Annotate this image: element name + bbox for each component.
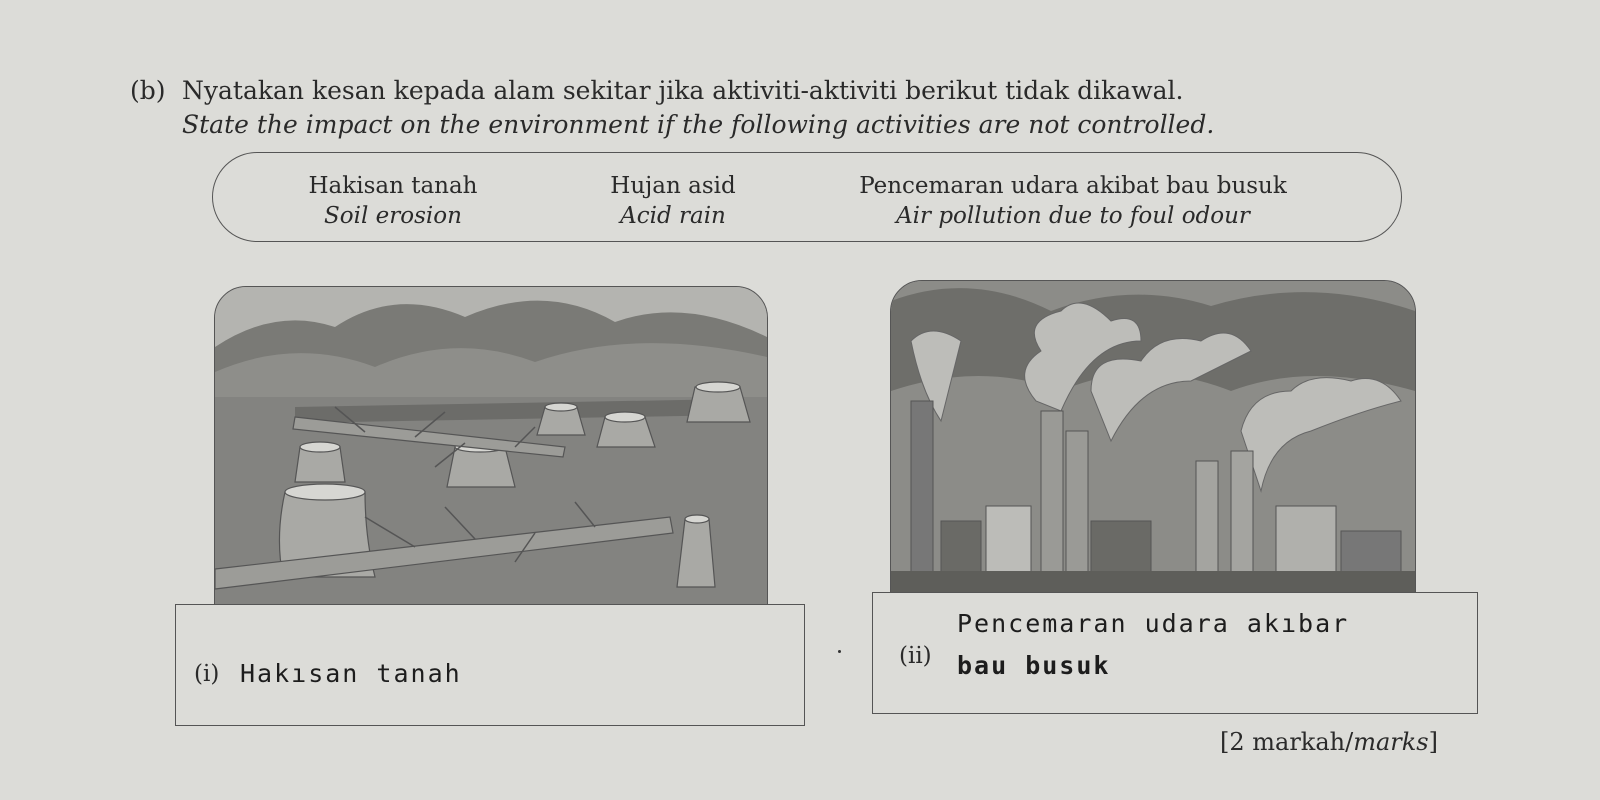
marks-english: marks: [1353, 728, 1429, 756]
option-label-english: Acid rain: [620, 203, 726, 229]
stray-dot: [838, 650, 841, 653]
handwritten-answer-line2: bau busuk: [957, 651, 1111, 680]
option-air-pollution: [853, 173, 1293, 229]
answer-number: (ii): [899, 643, 932, 669]
question-label: (b): [130, 76, 166, 105]
option-label-malay: Hakisan tanah: [308, 173, 478, 199]
option-soil-erosion: [303, 173, 483, 229]
factory-pollution-illustration: [890, 280, 1416, 602]
answer-box-ii[interactable]: [872, 592, 1478, 714]
options-box: [212, 152, 1402, 242]
option-label-malay: Hujan asid: [610, 173, 736, 199]
option-acid-rain: [583, 173, 763, 229]
handwritten-answer: Hakısan tanah: [240, 659, 462, 688]
marks-malay: [2 markah/: [1220, 728, 1354, 756]
question-text-english: State the impact on the environment if the following activities are not controlled.: [182, 110, 1215, 139]
option-label-english: Air pollution due to foul odour: [896, 203, 1250, 229]
handwritten-answer-line1: Pencemaran udara akıbar: [957, 609, 1350, 638]
option-label-malay: Pencemaran udara akibat bau busuk: [859, 173, 1287, 199]
answer-box-i[interactable]: [175, 604, 805, 726]
deforestation-illustration: [214, 286, 768, 614]
option-label-english: Soil erosion: [324, 203, 462, 229]
marks-close: ]: [1428, 728, 1438, 756]
question-text-malay: Nyatakan kesan kepada alam sekitar jika aktiviti-aktiviti berikut tidak dikawal.: [182, 76, 1184, 105]
marks-label: [1220, 728, 1438, 756]
answer-number: (i): [194, 661, 220, 687]
